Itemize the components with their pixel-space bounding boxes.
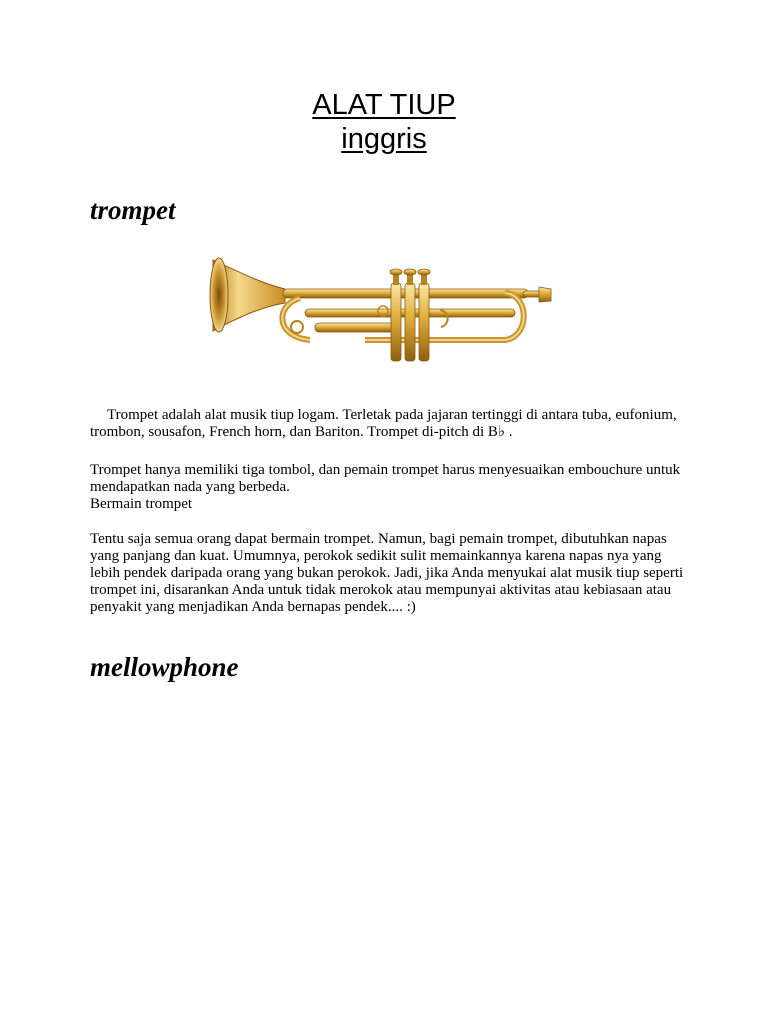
paragraph-intro: Trompet adalah alat musik tiup logam. Terletak pada jajaran tertinggi di antara tuba, eufonium, trombon, sousafon, French horn, dan Bariton. Trompet di-pitch di B♭ . xyxy=(90,407,677,440)
paragraph-tombol: Trompet hanya memiliki tiga tombol, dan pemain trompet harus menyesuaikan embouchure untuk mendapatkan nada yang berbeda. xyxy=(90,462,681,495)
document-title xyxy=(0,88,768,156)
section-heading-trompet: trompet xyxy=(90,195,176,225)
trumpet-image xyxy=(205,245,560,370)
paragraph-bermain-label: Bermain trompet xyxy=(90,496,193,512)
title-line-1: ALAT TIUP xyxy=(312,89,456,121)
title-line-2: inggris xyxy=(341,123,427,155)
section-heading-mellowphone: mellowphone xyxy=(90,652,239,682)
paragraph-bermain: Tentu saja semua orang dapat bermain trompet. Namun, bagi pemain trompet, dibutuhkan napas yang panjang dan kuat. Umumnya, perokok sedikit sulit memainkannya karena napas nya yang lebih pendek daripada orang yang bukan perokok. Jadi, jika Anda menyukai alat musik tiup seperti trompet ini, disarankan Anda untuk tidak merokok atau mempunyai aktivitas atau kebiasaan atau penyakit yang menjadikan Anda bernapas pendek.... :) xyxy=(90,531,684,615)
trumpet-icon xyxy=(205,245,560,370)
